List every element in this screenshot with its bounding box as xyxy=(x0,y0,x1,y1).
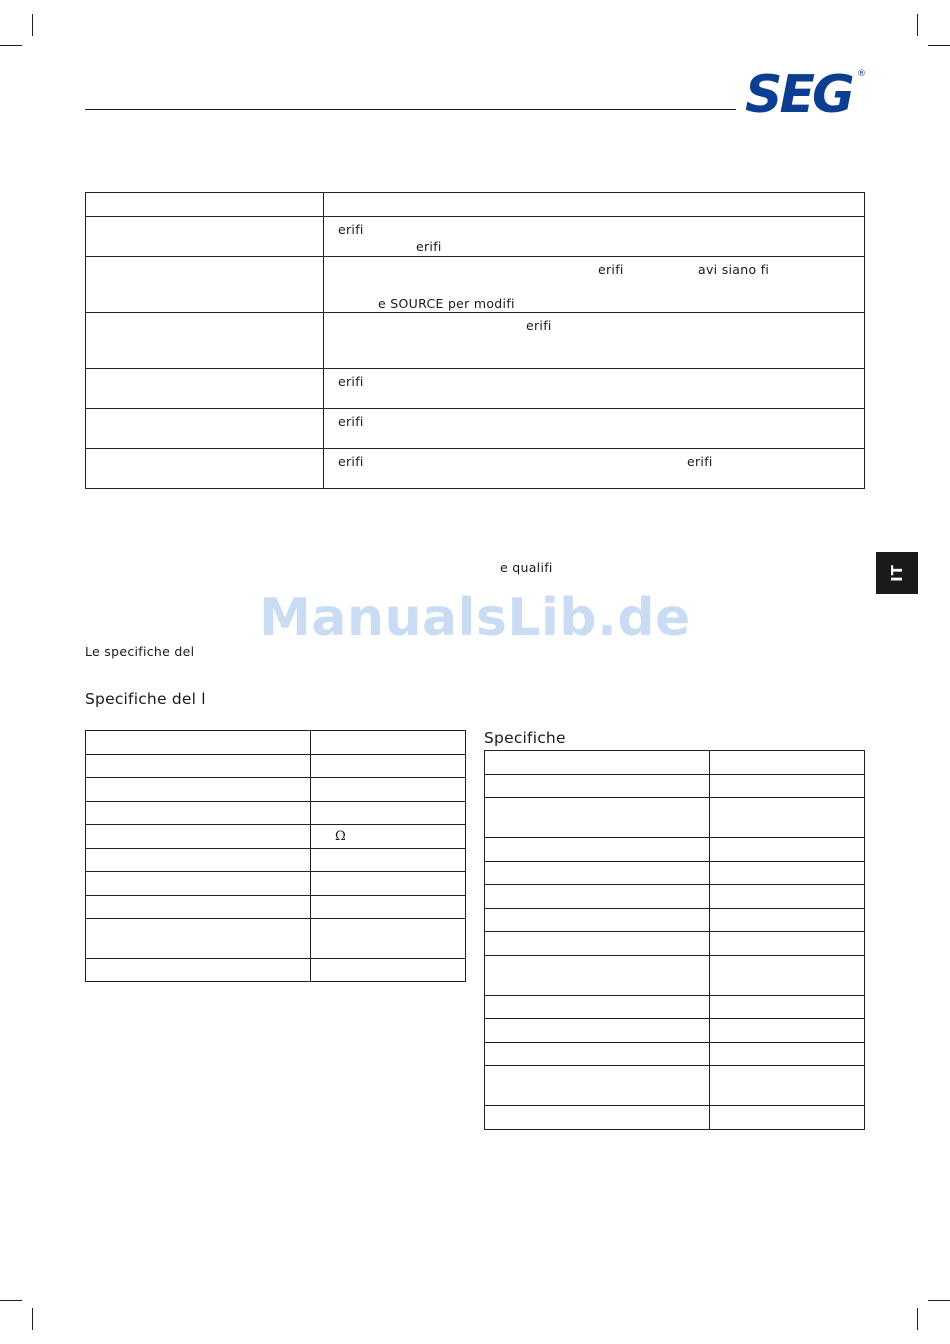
table-row xyxy=(485,932,865,956)
table-row xyxy=(86,369,865,409)
solution-line xyxy=(338,453,864,470)
spec-left-table xyxy=(85,730,466,982)
problem-cell xyxy=(86,449,324,489)
solution-text: erifi xyxy=(338,454,364,469)
table-row xyxy=(485,1066,865,1106)
spec-label-cell xyxy=(86,802,311,825)
table-row xyxy=(86,849,466,872)
spec-label-cell xyxy=(485,838,710,862)
language-tab xyxy=(876,552,918,594)
spec-label-cell xyxy=(485,1019,710,1043)
spec-value-cell xyxy=(710,798,865,838)
spec-label-cell xyxy=(485,885,710,909)
logo-registered-mark: ® xyxy=(857,69,866,79)
table-row xyxy=(86,778,466,802)
solution-cell xyxy=(324,449,865,489)
crop-mark xyxy=(0,45,22,46)
solution-text: avi siano fi xyxy=(698,262,770,277)
table-row xyxy=(485,838,865,862)
table-row xyxy=(86,217,865,257)
spec-label-cell xyxy=(86,825,311,849)
spec-label-cell xyxy=(485,1043,710,1066)
spec-value-cell xyxy=(311,849,466,872)
spec-value-cell xyxy=(311,919,466,959)
solution-cell xyxy=(324,369,865,409)
solution-cell xyxy=(324,257,865,313)
problem-cell xyxy=(86,409,324,449)
solution-text: erifi xyxy=(598,262,624,277)
spec-value-cell xyxy=(710,862,865,885)
spec-left-heading: Specifiche del l xyxy=(85,690,206,708)
spec-label-cell xyxy=(86,919,311,959)
problem-cell xyxy=(86,257,324,313)
solution-line xyxy=(338,261,864,278)
crop-mark xyxy=(917,14,918,36)
spec-value-cell xyxy=(311,959,466,982)
spec-value-cell xyxy=(710,885,865,909)
spec-value-cell: Ω xyxy=(311,825,466,849)
solution-line xyxy=(338,238,864,255)
spec-label-cell xyxy=(86,959,311,982)
solution-cell xyxy=(324,409,865,449)
table-row xyxy=(86,755,466,778)
spec-value-cell xyxy=(710,932,865,956)
paragraph-qualifi: e qualifi xyxy=(500,560,553,575)
table-row xyxy=(485,798,865,838)
watermark: ManualsLib.de xyxy=(259,588,691,648)
spec-value-cell xyxy=(710,751,865,775)
spec-label-cell xyxy=(485,956,710,996)
spec-label-cell xyxy=(485,1106,710,1130)
table-row xyxy=(485,956,865,996)
solution-text: erifi xyxy=(338,374,364,389)
spec-right-table xyxy=(484,750,865,1130)
crop-mark xyxy=(32,14,33,36)
solution-cell xyxy=(324,217,865,257)
solution-cell xyxy=(324,313,865,369)
spec-label-cell xyxy=(485,775,710,798)
spec-value-cell xyxy=(710,1106,865,1130)
paragraph-specs-intro: Le specifiche del xyxy=(85,644,195,659)
solution-line xyxy=(338,317,864,334)
crop-mark xyxy=(0,1300,22,1301)
spec-value-cell xyxy=(311,755,466,778)
spec-value-cell xyxy=(710,775,865,798)
solution-line xyxy=(338,413,864,430)
spec-value-cell xyxy=(311,778,466,802)
spec-label-cell xyxy=(485,1066,710,1106)
spec-value-cell xyxy=(710,956,865,996)
table-row xyxy=(86,872,466,896)
table-row xyxy=(485,1106,865,1130)
header-rule xyxy=(85,109,736,110)
crop-mark xyxy=(928,1300,950,1301)
problem-cell xyxy=(86,369,324,409)
spec-label-cell xyxy=(86,849,311,872)
table-row xyxy=(86,449,865,489)
crop-mark xyxy=(928,45,950,46)
spec-value-cell xyxy=(710,838,865,862)
solution-text: erifi xyxy=(338,222,364,237)
seg-logo xyxy=(745,66,869,116)
spec-value-cell xyxy=(710,909,865,932)
spec-label-cell xyxy=(485,798,710,838)
solution-cell xyxy=(324,193,865,217)
table-row xyxy=(485,996,865,1019)
table-row xyxy=(485,1043,865,1066)
spec-label-cell xyxy=(86,896,311,919)
spec-value-cell xyxy=(710,1019,865,1043)
spec-value-cell xyxy=(710,1066,865,1106)
table-row xyxy=(86,409,865,449)
problem-cell xyxy=(86,217,324,257)
solution-text: e SOURCE per modifi xyxy=(378,296,515,311)
spec-value-cell xyxy=(311,896,466,919)
logo-text: SEG xyxy=(745,66,852,116)
spec-label-cell xyxy=(485,862,710,885)
crop-mark xyxy=(32,1308,33,1330)
solution-line xyxy=(338,221,864,238)
spec-label-cell xyxy=(485,751,710,775)
crop-mark xyxy=(917,1308,918,1330)
table-row xyxy=(86,313,865,369)
spec-value-cell xyxy=(311,731,466,755)
table-row xyxy=(485,775,865,798)
table-row xyxy=(485,751,865,775)
table-row xyxy=(86,193,865,217)
troubleshooting-table xyxy=(85,192,865,489)
spec-value-cell xyxy=(311,872,466,896)
problem-cell xyxy=(86,313,324,369)
spec-label-cell xyxy=(86,778,311,802)
table-row xyxy=(86,802,466,825)
table-row xyxy=(86,959,466,982)
spec-label-cell xyxy=(86,872,311,896)
solution-text: erifi xyxy=(687,454,713,469)
table-row xyxy=(86,825,466,849)
table-row xyxy=(86,919,466,959)
table-row xyxy=(485,1019,865,1043)
spec-value-cell xyxy=(710,1043,865,1066)
problem-cell xyxy=(86,193,324,217)
solution-text: erifi xyxy=(526,318,552,333)
solution-line xyxy=(338,278,864,295)
solution-line xyxy=(338,295,864,312)
table-row xyxy=(86,257,865,313)
table-row xyxy=(485,909,865,932)
spec-label-cell xyxy=(86,731,311,755)
table-row xyxy=(86,896,466,919)
spec-value-cell xyxy=(710,996,865,1019)
solution-text: erifi xyxy=(416,239,442,254)
spec-right-heading: Specifiche xyxy=(484,729,566,747)
spec-label-cell xyxy=(485,996,710,1019)
spec-label-cell xyxy=(86,755,311,778)
spec-value-cell xyxy=(311,802,466,825)
spec-label-cell xyxy=(485,932,710,956)
solution-text: erifi xyxy=(338,414,364,429)
table-row xyxy=(485,862,865,885)
spec-label-cell xyxy=(485,909,710,932)
solution-line xyxy=(338,373,864,390)
table-row xyxy=(86,731,466,755)
language-tab-label: IT xyxy=(887,564,906,582)
table-row xyxy=(485,885,865,909)
